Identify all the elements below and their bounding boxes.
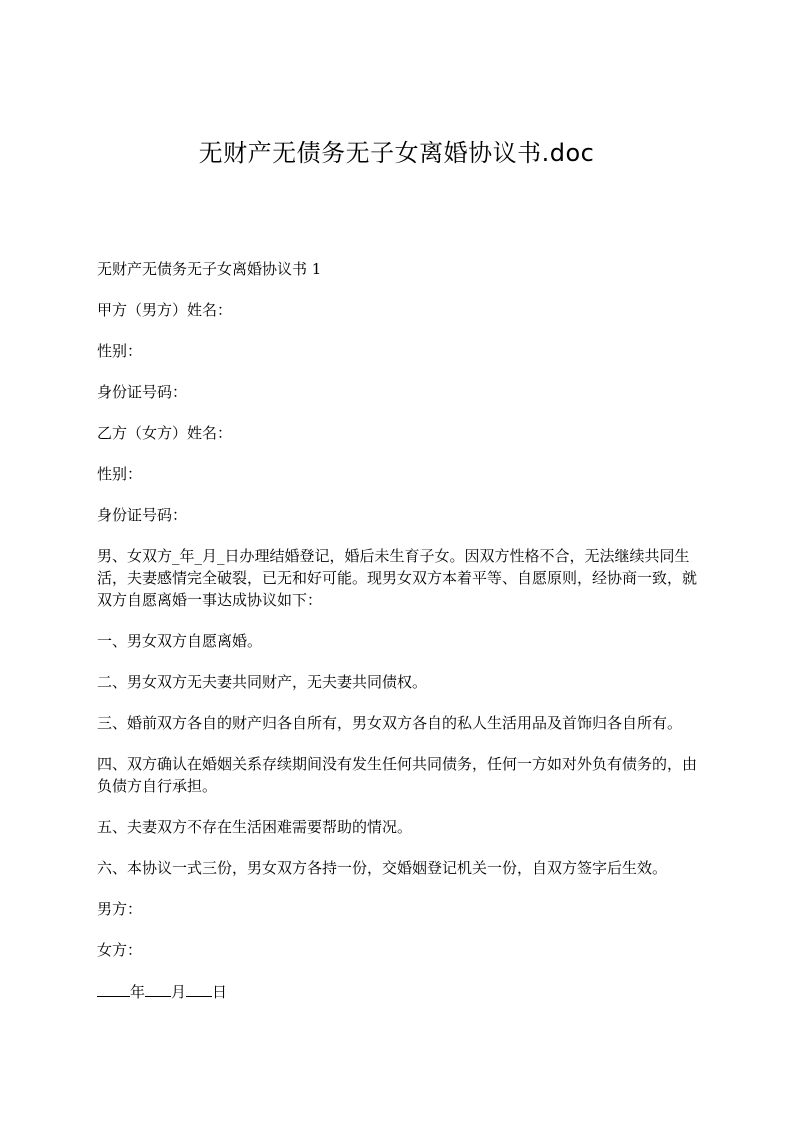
party-b-id-field: 身份证号码：: [97, 506, 188, 524]
document-title: 无财产无债务无子女离婚协议书.doc: [198, 139, 595, 167]
day-blank: [186, 980, 212, 997]
party-b-name-field: 乙方（女方）姓名：: [97, 424, 233, 442]
year-blank: [97, 980, 130, 997]
party-b-gender-field: 性别：: [97, 465, 143, 483]
date-line: [97, 980, 697, 1003]
day-label: 日: [212, 983, 228, 1001]
section-heading: 无财产无债务无子女离婚协议书 1: [97, 260, 322, 278]
clause-4: 四、双方确认在婚姻关系存续期间没有发生任何共同债务，任何一方如对外负有债务的，由负债方自行承担。: [97, 755, 698, 795]
clause-1: 一、男女双方自愿离婚。: [97, 632, 263, 650]
clause-3: 三、婚前双方各自的财产归各自所有，男女双方各自的私人生活用品及首饰归各自所有。: [97, 714, 683, 732]
party-a-name-field: 甲方（男方）姓名：: [97, 301, 233, 319]
clause-6: 六、本协议一式三份，男女双方各持一份，交婚姻登记机关一份，自双方签字后生效。: [97, 859, 668, 877]
clause-5: 五、夫妻双方不存在生活困难需要帮助的情况。: [97, 818, 413, 836]
female-signature-line: 女方：: [97, 941, 143, 959]
party-a-id-field: 身份证号码：: [97, 383, 188, 401]
clause-2: 二、男女双方无夫妻共同财产，无夫妻共同债权。: [97, 673, 428, 691]
month-blank: [145, 980, 171, 997]
month-label: 月: [171, 983, 187, 1001]
year-label: 年: [130, 983, 146, 1001]
male-signature-line: 男方：: [97, 900, 143, 918]
document-body: [97, 258, 697, 1022]
marriage-statement: 男、女双方_年_月_日办理结婚登记，婚后未生育子女。因双方性格不合，无法继续共同生活，夫妻感情完全破裂，已无和好可能。现男女双方本着平等、自愿原则，经协商一致，就双方自愿离婚一事达成协议如下：: [97, 547, 698, 609]
party-a-gender-field: 性别：: [97, 342, 143, 360]
